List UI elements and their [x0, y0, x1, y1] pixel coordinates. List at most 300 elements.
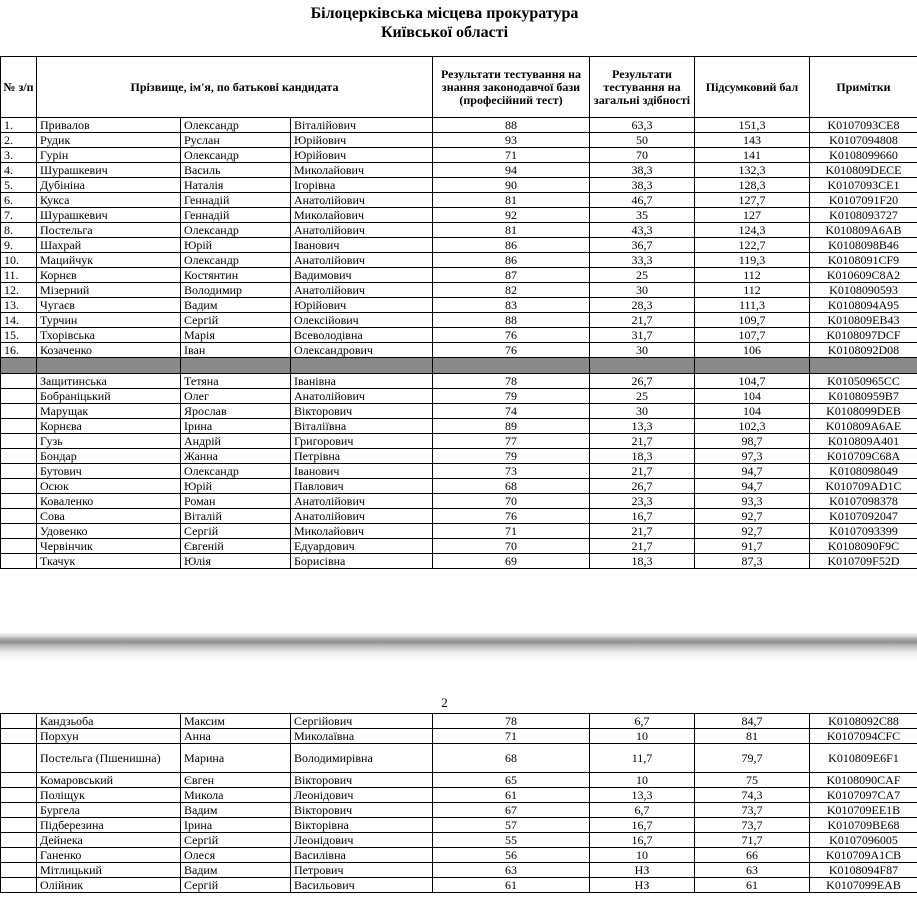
header-test1: Результати тестування на знання законодавчої бази (професійний тест) — [433, 57, 590, 118]
row-number — [1, 419, 37, 434]
separator-cell — [37, 358, 181, 374]
patronymic: Віталійович — [291, 118, 433, 133]
total-score: 75 — [695, 773, 810, 788]
table-row — [1, 788, 917, 803]
last-name: Дейнека — [37, 833, 181, 848]
total-score: 66 — [695, 848, 810, 863]
total-score: 73,7 — [695, 818, 810, 833]
table-row — [1, 434, 917, 449]
test2-score: 25 — [590, 389, 695, 404]
table-row — [1, 878, 917, 893]
header-note: Примітки — [810, 57, 917, 118]
note-code: K010709EE1B — [810, 803, 917, 818]
table-row — [1, 178, 917, 193]
row-number: 3. — [1, 148, 37, 163]
patronymic: Іванович — [291, 464, 433, 479]
header-num: № з/п — [1, 57, 37, 118]
patronymic: Вікторович — [291, 404, 433, 419]
test2-score: 46,7 — [590, 193, 695, 208]
table-row — [1, 509, 917, 524]
table-row — [1, 464, 917, 479]
results-table — [0, 56, 917, 569]
first-name: Сергій — [181, 524, 291, 539]
note-code: K0108092C88 — [810, 714, 917, 729]
row-number: 8. — [1, 223, 37, 238]
note-code: K010809E6F1 — [810, 744, 917, 773]
row-number: 6. — [1, 193, 37, 208]
note-code: K0107097CA7 — [810, 788, 917, 803]
test1-score: 78 — [433, 714, 590, 729]
note-code: K010709A1CB — [810, 848, 917, 863]
last-name: Корнєв — [37, 268, 181, 283]
patronymic: Василівна — [291, 848, 433, 863]
first-name: Вадим — [181, 298, 291, 313]
note-code: K0108094F87 — [810, 863, 917, 878]
test2-score: 21,7 — [590, 434, 695, 449]
header-test2: Результати тестування на загальні здібності — [590, 57, 695, 118]
test2-score: 16,7 — [590, 818, 695, 833]
patronymic: Вікторівна — [291, 818, 433, 833]
row-number — [1, 404, 37, 419]
total-score: 74,3 — [695, 788, 810, 803]
test2-score: 11,7 — [590, 744, 695, 773]
last-name: Порхун — [37, 729, 181, 744]
row-number — [1, 389, 37, 404]
test2-score: 6,7 — [590, 803, 695, 818]
table-row — [1, 449, 917, 464]
test2-score: 13,3 — [590, 788, 695, 803]
row-number: 5. — [1, 178, 37, 193]
row-number — [1, 803, 37, 818]
last-name: Удовенко — [37, 524, 181, 539]
last-name: Підберезина — [37, 818, 181, 833]
table-row — [1, 238, 917, 253]
test1-score: 78 — [433, 374, 590, 389]
test1-score: 81 — [433, 193, 590, 208]
last-name: Рудик — [37, 133, 181, 148]
last-name: Шахрай — [37, 238, 181, 253]
patronymic: Анатолійович — [291, 494, 433, 509]
separator-cell — [590, 358, 695, 374]
test2-score: 28,3 — [590, 298, 695, 313]
table-row — [1, 818, 917, 833]
total-score: 122,7 — [695, 238, 810, 253]
first-name: Сергій — [181, 878, 291, 893]
row-number — [1, 833, 37, 848]
last-name: Кукса — [37, 193, 181, 208]
test1-score: 76 — [433, 509, 590, 524]
test2-score: 13,3 — [590, 419, 695, 434]
patronymic: Віталіївна — [291, 419, 433, 434]
table-row — [1, 298, 917, 313]
note-code: K0107093CE8 — [810, 118, 917, 133]
row-number: 11. — [1, 268, 37, 283]
table-row — [1, 118, 917, 133]
total-score: 98,7 — [695, 434, 810, 449]
table-row — [1, 744, 917, 773]
test1-score: 63 — [433, 863, 590, 878]
test1-score: 68 — [433, 479, 590, 494]
separator-row — [1, 358, 917, 374]
note-code: K0108098B46 — [810, 238, 917, 253]
patronymic: Юрійович — [291, 148, 433, 163]
results-table-continued — [0, 713, 917, 893]
first-name: Вадим — [181, 803, 291, 818]
patronymic: Едуардович — [291, 539, 433, 554]
test2-score: 21,7 — [590, 539, 695, 554]
test1-score: 93 — [433, 133, 590, 148]
total-score: 94,7 — [695, 479, 810, 494]
note-code: K0108094A95 — [810, 298, 917, 313]
table-row — [1, 148, 917, 163]
total-score: 92,7 — [695, 524, 810, 539]
total-score: 132,3 — [695, 163, 810, 178]
page-number: 2 — [441, 695, 448, 710]
last-name: Комаровський — [37, 773, 181, 788]
last-name: Козаченко — [37, 343, 181, 358]
row-number — [1, 524, 37, 539]
last-name: Шурашкевич — [37, 208, 181, 223]
total-score: 63 — [695, 863, 810, 878]
test1-score: 79 — [433, 389, 590, 404]
row-number: 12. — [1, 283, 37, 298]
last-name: Червінчик — [37, 539, 181, 554]
patronymic: Олексійович — [291, 313, 433, 328]
test1-score: 88 — [433, 118, 590, 133]
note-code: K0107094808 — [810, 133, 917, 148]
note-code: K0108097DCF — [810, 328, 917, 343]
patronymic: Миколаївна — [291, 729, 433, 744]
patronymic: Петрівна — [291, 449, 433, 464]
table-row — [1, 193, 917, 208]
table-row — [1, 404, 917, 419]
test1-score: 61 — [433, 878, 590, 893]
table-row — [1, 714, 917, 729]
test1-score: 86 — [433, 253, 590, 268]
last-name: Привалов — [37, 118, 181, 133]
patronymic: Олександрович — [291, 343, 433, 358]
first-name: Микола — [181, 788, 291, 803]
first-name: Ірина — [181, 419, 291, 434]
test2-score: 16,7 — [590, 833, 695, 848]
test2-score: 26,7 — [590, 479, 695, 494]
test2-score: 63,3 — [590, 118, 695, 133]
total-score: 143 — [695, 133, 810, 148]
note-code: K01050965CC — [810, 374, 917, 389]
separator-cell — [1, 358, 37, 374]
separator-cell — [433, 358, 590, 374]
first-name: Олеся — [181, 848, 291, 863]
first-name: Олександр — [181, 223, 291, 238]
row-number: 1. — [1, 118, 37, 133]
test2-score: 30 — [590, 283, 695, 298]
total-score: 104 — [695, 389, 810, 404]
first-name: Олександр — [181, 464, 291, 479]
row-number — [1, 449, 37, 464]
row-number: 16. — [1, 343, 37, 358]
patronymic: Іванович — [291, 238, 433, 253]
table-row — [1, 268, 917, 283]
note-code: K0107093CE1 — [810, 178, 917, 193]
patronymic: Петрович — [291, 863, 433, 878]
first-name: Костянтин — [181, 268, 291, 283]
total-score: 104,7 — [695, 374, 810, 389]
test2-score: 70 — [590, 148, 695, 163]
row-number: 9. — [1, 238, 37, 253]
last-name: Осюк — [37, 479, 181, 494]
table-row — [1, 419, 917, 434]
last-name: Бургела — [37, 803, 181, 818]
test2-score: 21,7 — [590, 464, 695, 479]
last-name: Марущак — [37, 404, 181, 419]
row-number — [1, 374, 37, 389]
first-name: Наталія — [181, 178, 291, 193]
first-name: Геннадій — [181, 193, 291, 208]
first-name: Тетяна — [181, 374, 291, 389]
row-number — [1, 878, 37, 893]
total-score: 94,7 — [695, 464, 810, 479]
test1-score: 82 — [433, 283, 590, 298]
patronymic: Леонідович — [291, 788, 433, 803]
row-number — [1, 494, 37, 509]
patronymic: Васильович — [291, 878, 433, 893]
note-code: K01080959B7 — [810, 389, 917, 404]
test2-score: 35 — [590, 208, 695, 223]
table-row — [1, 389, 917, 404]
table-row — [1, 729, 917, 744]
total-score: 109,7 — [695, 313, 810, 328]
separator-cell — [181, 358, 291, 374]
last-name: Турчин — [37, 313, 181, 328]
first-name: Жанна — [181, 449, 291, 464]
patronymic: Вікторович — [291, 803, 433, 818]
patronymic: Миколайович — [291, 208, 433, 223]
total-score: 106 — [695, 343, 810, 358]
last-name: Мацийчук — [37, 253, 181, 268]
test1-score: 79 — [433, 449, 590, 464]
test1-score: 76 — [433, 343, 590, 358]
table-row — [1, 848, 917, 863]
test2-score: 33,3 — [590, 253, 695, 268]
table-row — [1, 313, 917, 328]
total-score: 128,3 — [695, 178, 810, 193]
first-name: Володимир — [181, 283, 291, 298]
test2-score: 6,7 — [590, 714, 695, 729]
note-code: K0107091F20 — [810, 193, 917, 208]
first-name: Марина — [181, 744, 291, 773]
note-code: K0108092D08 — [810, 343, 917, 358]
test2-score: 30 — [590, 404, 695, 419]
test1-score: 68 — [433, 744, 590, 773]
first-name: Вадим — [181, 863, 291, 878]
patronymic: Павлович — [291, 479, 433, 494]
table-row — [1, 208, 917, 223]
test1-score: 71 — [433, 524, 590, 539]
test1-score: 56 — [433, 848, 590, 863]
test1-score: 74 — [433, 404, 590, 419]
first-name: Сергій — [181, 313, 291, 328]
header-name: Прізвище, ім'я, по батькові кандидата — [37, 57, 433, 118]
first-name: Ірина — [181, 818, 291, 833]
note-code: K0108099DEB — [810, 404, 917, 419]
test2-score: 26,7 — [590, 374, 695, 389]
total-score: 124,3 — [695, 223, 810, 238]
page-break — [0, 633, 917, 662]
row-number — [1, 744, 37, 773]
row-number: 7. — [1, 208, 37, 223]
patronymic: Юрійович — [291, 133, 433, 148]
last-name: Коваленко — [37, 494, 181, 509]
last-name: Тхорівська — [37, 328, 181, 343]
total-score: 127 — [695, 208, 810, 223]
total-score: 81 — [695, 729, 810, 744]
test1-score: 81 — [433, 223, 590, 238]
last-name: Защитинська — [37, 374, 181, 389]
note-code: K010809DECE — [810, 163, 917, 178]
row-number — [1, 848, 37, 863]
note-code: K0107094CFC — [810, 729, 917, 744]
table-row — [1, 803, 917, 818]
patronymic: Миколайович — [291, 163, 433, 178]
first-name: Віталій — [181, 509, 291, 524]
note-code: K010609C8A2 — [810, 268, 917, 283]
table-row — [1, 223, 917, 238]
last-name: Кандзьоба — [37, 714, 181, 729]
separator-cell — [810, 358, 917, 374]
row-number — [1, 464, 37, 479]
patronymic: Анатолійович — [291, 389, 433, 404]
patronymic: Сергійович — [291, 714, 433, 729]
note-code: K010709F52D — [810, 554, 917, 569]
test1-score: 89 — [433, 419, 590, 434]
patronymic: Вадимович — [291, 268, 433, 283]
note-code: K0107093399 — [810, 524, 917, 539]
last-name: Корнєва — [37, 419, 181, 434]
row-number: 4. — [1, 163, 37, 178]
note-code: K0107099EAB — [810, 878, 917, 893]
separator-cell — [695, 358, 810, 374]
first-name: Юрій — [181, 238, 291, 253]
test2-score: 18,3 — [590, 449, 695, 464]
first-name: Анна — [181, 729, 291, 744]
total-score: 61 — [695, 878, 810, 893]
table-row — [1, 253, 917, 268]
first-name: Роман — [181, 494, 291, 509]
note-code: K0107092047 — [810, 509, 917, 524]
patronymic: Іванівна — [291, 374, 433, 389]
total-score: 119,3 — [695, 253, 810, 268]
first-name: Юрій — [181, 479, 291, 494]
table-row — [1, 863, 917, 878]
test2-score: 50 — [590, 133, 695, 148]
note-code: K0108098049 — [810, 464, 917, 479]
test1-score: 61 — [433, 788, 590, 803]
row-number — [1, 434, 37, 449]
last-name: Мізерний — [37, 283, 181, 298]
test1-score: 73 — [433, 464, 590, 479]
test2-score: 21,7 — [590, 313, 695, 328]
total-score: 71,7 — [695, 833, 810, 848]
total-score: 91,7 — [695, 539, 810, 554]
last-name: Поліщук — [37, 788, 181, 803]
patronymic: Анатолійович — [291, 509, 433, 524]
note-code: K0108093727 — [810, 208, 917, 223]
table-row — [1, 133, 917, 148]
test2-score: 21,7 — [590, 524, 695, 539]
test1-score: 92 — [433, 208, 590, 223]
last-name: Гузь — [37, 434, 181, 449]
patronymic: Борисівна — [291, 554, 433, 569]
row-number — [1, 863, 37, 878]
patronymic: Миколайович — [291, 524, 433, 539]
total-score: 151,3 — [695, 118, 810, 133]
first-name: Іван — [181, 343, 291, 358]
test1-score: 88 — [433, 313, 590, 328]
first-name: Геннадій — [181, 208, 291, 223]
row-number — [1, 714, 37, 729]
first-name: Олександр — [181, 118, 291, 133]
test2-score: 25 — [590, 268, 695, 283]
test2-score: 38,3 — [590, 178, 695, 193]
total-score: 79,7 — [695, 744, 810, 773]
note-code: K0107096005 — [810, 833, 917, 848]
total-score: 107,7 — [695, 328, 810, 343]
first-name: Олександр — [181, 148, 291, 163]
patronymic: Вікторович — [291, 773, 433, 788]
note-code: K0108090F9C — [810, 539, 917, 554]
test1-score: 86 — [433, 238, 590, 253]
last-name: Постельга (Пшенишна) — [37, 744, 181, 773]
test1-score: 67 — [433, 803, 590, 818]
test2-score: 16,7 — [590, 509, 695, 524]
test1-score: 76 — [433, 328, 590, 343]
total-score: 112 — [695, 283, 810, 298]
patronymic: Анатолійович — [291, 193, 433, 208]
last-name: Бондар — [37, 449, 181, 464]
test1-score: 70 — [433, 494, 590, 509]
first-name: Андрій — [181, 434, 291, 449]
table-row — [1, 554, 917, 569]
total-score: 112 — [695, 268, 810, 283]
row-number: 2. — [1, 133, 37, 148]
note-code: K010709BE68 — [810, 818, 917, 833]
last-name: Сова — [37, 509, 181, 524]
last-name: Постельга — [37, 223, 181, 238]
test1-score: 71 — [433, 148, 590, 163]
first-name: Василь — [181, 163, 291, 178]
note-code: K0108090CAF — [810, 773, 917, 788]
row-number — [1, 539, 37, 554]
note-code: K010809A6AB — [810, 223, 917, 238]
table-row — [1, 524, 917, 539]
table-row — [1, 374, 917, 389]
note-code: K010809EB43 — [810, 313, 917, 328]
total-score: 102,3 — [695, 419, 810, 434]
test2-score: 36,7 — [590, 238, 695, 253]
last-name: Чугаєв — [37, 298, 181, 313]
last-name: Ганенко — [37, 848, 181, 863]
test1-score: 69 — [433, 554, 590, 569]
title-line-1: Білоцерківська місцева прокуратура — [310, 5, 579, 22]
table-row — [1, 773, 917, 788]
row-number: 14. — [1, 313, 37, 328]
total-score: 127,7 — [695, 193, 810, 208]
table-row — [1, 163, 917, 178]
row-number — [1, 479, 37, 494]
test2-score: 43,3 — [590, 223, 695, 238]
test2-score: 10 — [590, 848, 695, 863]
row-number: 13. — [1, 298, 37, 313]
